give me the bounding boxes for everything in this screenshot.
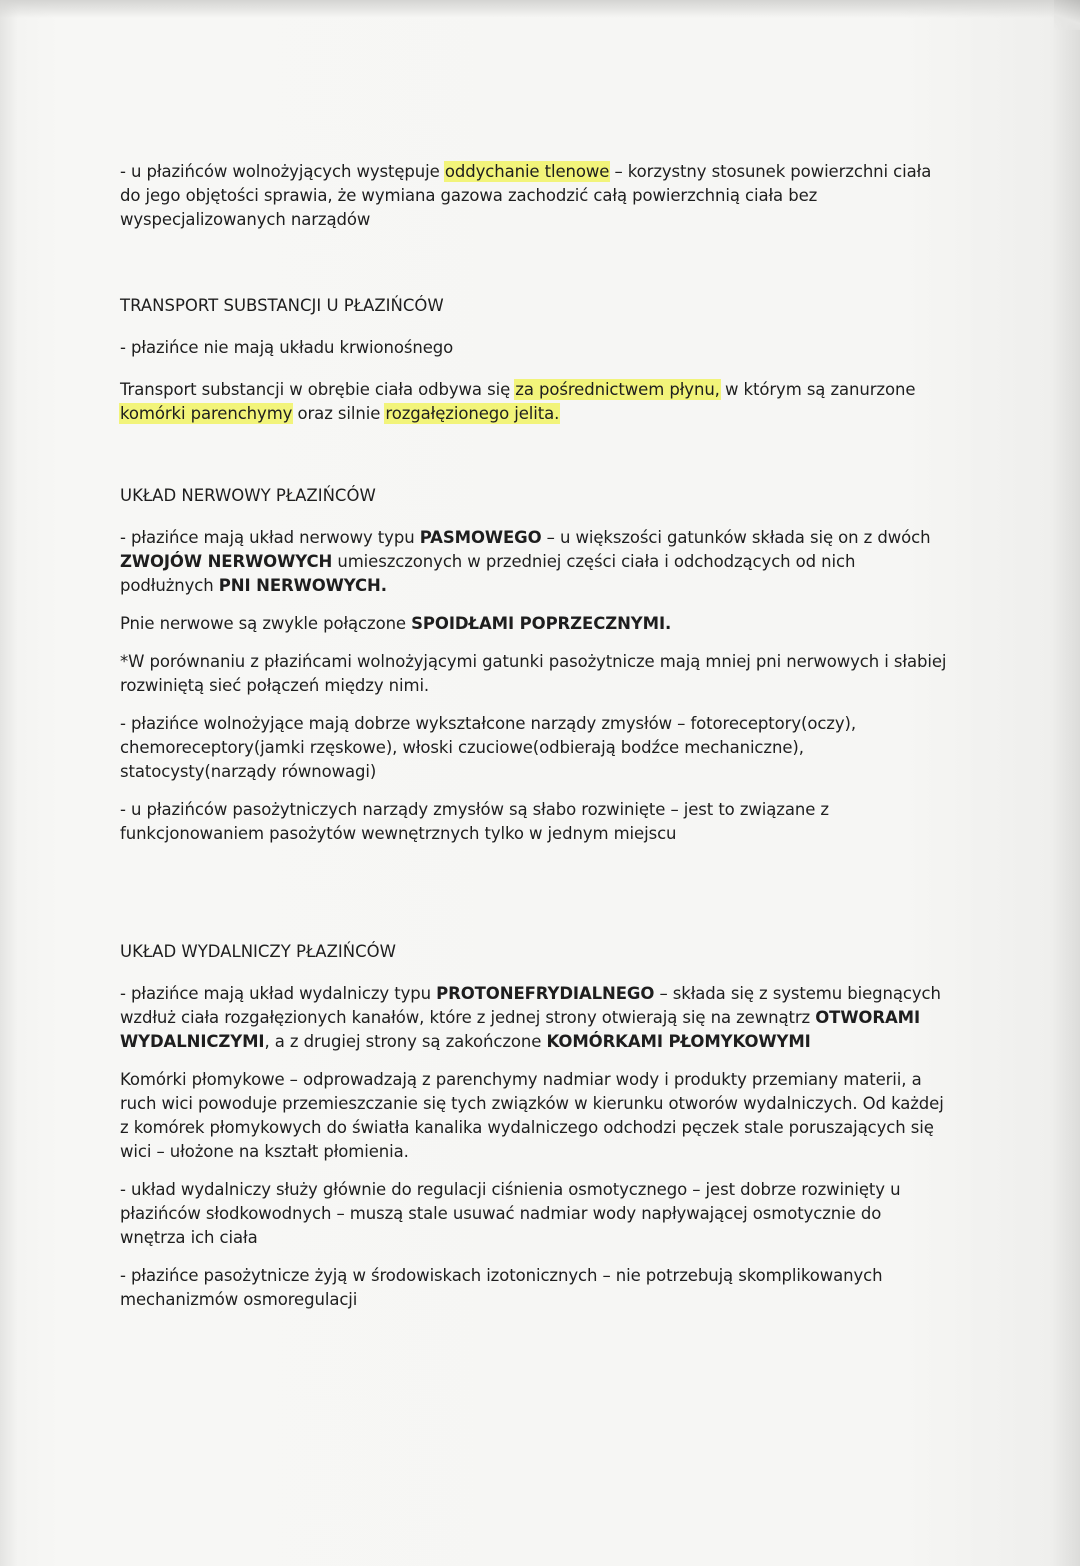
transport-heading: TRANSPORT SUBSTANCJI U PŁAZIŃCÓW	[120, 296, 444, 315]
scan-edge-shadow	[0, 0, 1080, 18]
text-run: Pnie nerwowe są zwykle połączone	[120, 614, 412, 633]
text-run: umieszczonych w przedniej części ciała i odchodzących od nich podłużnych	[120, 552, 856, 595]
text-run: - płazińce mają układ wydalniczy typu	[120, 984, 437, 1003]
highlighted-text: komórki parenchymy	[120, 404, 293, 423]
transport-section	[120, 294, 950, 426]
highlighted-text: oddychanie tlenowe	[444, 162, 610, 181]
nervous-paragraph-3: *W porównaniu z płazińcami wolnożyjącymi gatunki pasożytnicze mają mniej pni nerwowych i słabiej rozwiniętą sieć połączeń między nimi.	[120, 652, 947, 695]
scan-corner-mark	[1054, 0, 1080, 30]
nervous-paragraph-4: - płazińce wolnożyjące mają dobrze wykształcone narządy zmysłów – fotoreceptory(oczy), chemoreceptory(jamki rzęskowe), włoski czuciowe(odbierają bodźce mechaniczne), statocysty(narządy równowagi)	[120, 714, 857, 781]
text-run: - płazińce mają układ nerwowy typu	[120, 528, 420, 547]
respiration-paragraph	[120, 160, 950, 232]
text-run: Transport substancji w obrębie ciała odbywa się	[120, 380, 516, 399]
bold-term: OTWORAMI WYDALNICZYMI	[120, 1008, 920, 1051]
bold-term: KOMÓRKAMI PŁOMYKOWYMI	[546, 1032, 811, 1051]
bold-term: PROTONEFRYDIALNEGO	[436, 984, 655, 1003]
text-run: oraz silnie	[292, 404, 386, 423]
text-run: – korzystny stosunek powierzchni ciała do jego objętości sprawia, że wymiana gazowa zachodzić całą powierzchnią ciała bez wyspecjalizowanych narządów	[120, 162, 932, 229]
bold-term: PNI NERWOWYCH.	[218, 576, 387, 595]
respiration-section	[120, 160, 950, 232]
excretory-paragraph-2: Komórki płomykowe – odprowadzają z parenchymy nadmiar wody i produkty przemiany materii, a ruch wici powoduje przemieszczanie się tych związków w kierunku otworów wydalniczych. Od każdej z komórek płomykowych do światła kanalika wydalniczego odchodzi pęczek stale poruszających się wici – ułożone na kształt płomienia.	[120, 1070, 944, 1161]
highlighted-text: za pośrednictwem płynu,	[515, 380, 720, 399]
bold-term: SPOIDŁAMI POPRZECZNYMI.	[411, 614, 672, 633]
nervous-heading: UKŁAD NERWOWY PŁAZIŃCÓW	[120, 486, 376, 505]
excretory-section	[120, 940, 950, 1312]
nervous-paragraph-5: - u płazińców pasożytniczych narządy zmysłów są słabo rozwinięte – jest to związane z funkcjonowaniem pasożytów wewnętrznych tylko w jednym miejscu	[120, 800, 829, 843]
text-run: – składa się z systemu biegnących wzdłuż ciała rozgałęzionych kanałów, które z jednej strony otwierają się na zewnątrz	[120, 984, 941, 1027]
nervous-section	[120, 484, 950, 846]
text-run: , a z drugiej strony są zakończone	[264, 1032, 547, 1051]
excretory-paragraph-3: - układ wydalniczy służy głównie do regulacji ciśnienia osmotycznego – jest dobrze rozwinięty u płazińców słodkowodnych – muszą stale usuwać nadmiar wody napływającej osmotycznie do wnętrza ich ciała	[120, 1180, 901, 1247]
excretory-paragraph-4: - płazińce pasożytnicze żyją w środowiskach izotonicznych – nie potrzebują skomplikowanych mechanizmów osmoregulacji	[120, 1266, 883, 1309]
transport-paragraph-2	[120, 378, 950, 426]
nervous-paragraph-2	[120, 612, 950, 636]
bold-term: ZWOJÓW NERWOWYCH	[120, 552, 333, 571]
excretory-paragraph-1	[120, 982, 950, 1054]
bold-term: PASMOWEGO	[419, 528, 542, 547]
text-run: - u płazińców wolnożyjących występuje	[120, 162, 445, 181]
excretory-heading: UKŁAD WYDALNICZY PŁAZIŃCÓW	[120, 942, 396, 961]
nervous-paragraph-1	[120, 526, 950, 598]
text-run: – u większości gatunków składa się on z dwóch	[541, 528, 931, 547]
text-run: w którym są zanurzone	[719, 380, 916, 399]
highlighted-text: rozgałęzionego jelita.	[385, 404, 560, 423]
transport-paragraph-1: - płazińce nie mają układu krwionośnego	[120, 338, 454, 357]
